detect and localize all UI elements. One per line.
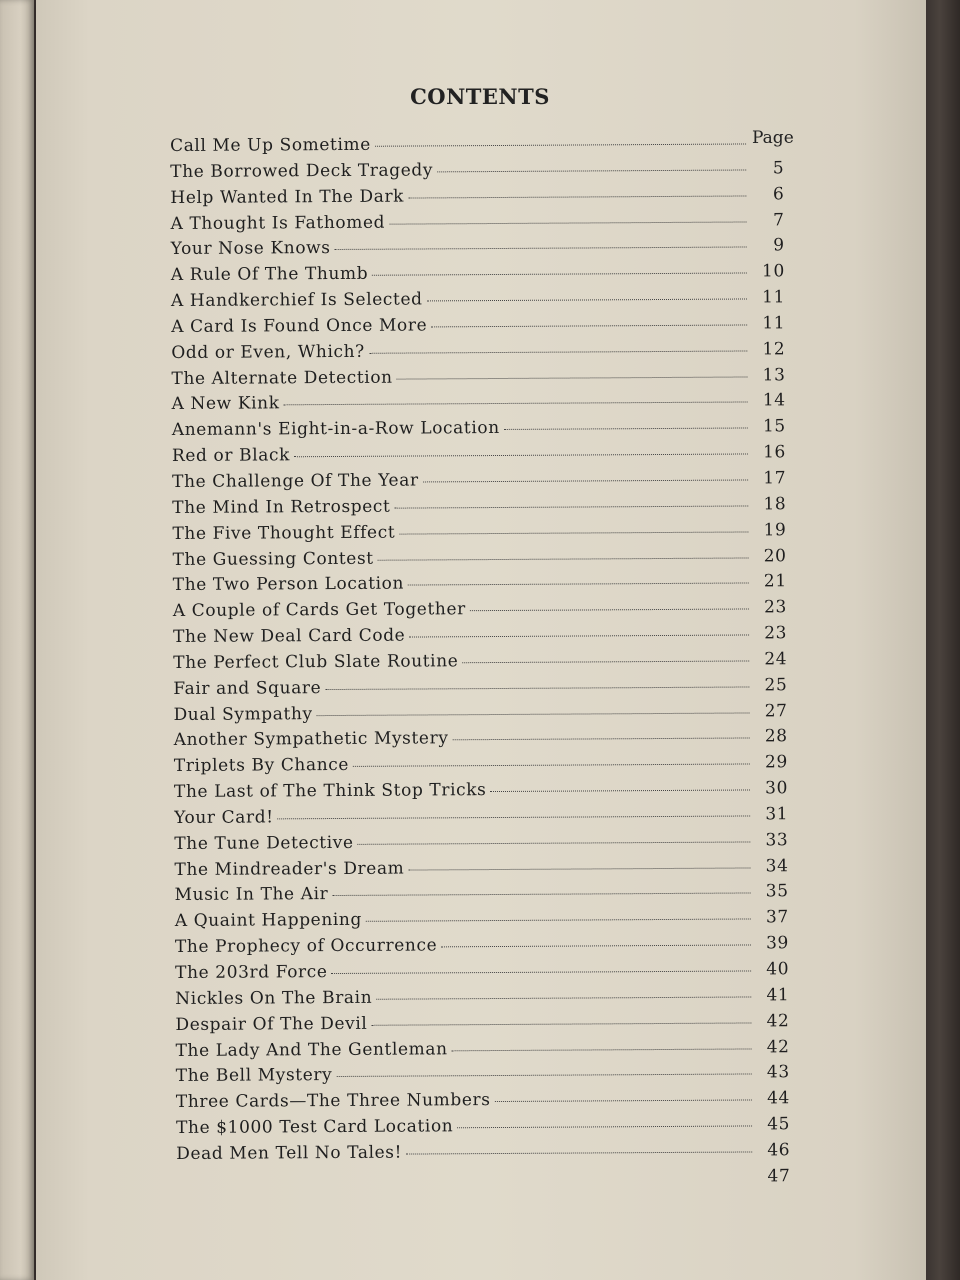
toc-entry-page: 35 [765,881,789,902]
dot-leader [358,841,751,844]
toc-entry-title: A New Kink [171,393,280,415]
dot-leader [378,557,749,560]
toc-entry [176,1114,806,1144]
toc-entry-title: A Thought Is Fathomed [170,212,386,234]
toc-entry-page: 45 [767,1114,791,1135]
contents-heading: CONTENTS [410,84,550,109]
toc-entry-page: 14 [762,390,786,411]
toc-entry [175,907,805,937]
toc-entry-title: A Handkerchief Is Selected [170,289,423,312]
dot-leader [406,1151,752,1154]
toc-entry-title: The Borrowed Deck Tragedy [170,160,434,182]
dot-leader [495,1100,752,1103]
toc-entry [171,339,801,369]
dot-leader [437,169,746,172]
toc-entry-page: 47 [767,1165,791,1187]
toc-entry-title: Help Wanted In The Dark [170,186,405,208]
toc-entry [174,752,804,782]
dot-leader [397,376,748,379]
toc-entry-page: 19 [763,519,787,541]
toc-entry-title: Dead Men Tell No Tales! [176,1142,403,1164]
toc-entry-title: Three Cards—The Three Numbers [175,1090,491,1113]
toc-entry-page: 28 [764,726,788,747]
dot-leader [441,945,751,948]
dot-leader [490,790,750,793]
toc-entry-page: 29 [764,752,788,773]
toc-entry-title: The Bell Mystery [175,1065,333,1087]
toc-entry-page: 27 [764,700,788,721]
toc-entry [173,597,803,627]
toc-entry [175,882,805,912]
dot-leader [332,970,752,974]
dot-leader [278,815,751,819]
dot-leader [394,505,748,508]
toc-entry [170,158,800,188]
dot-leader [375,143,746,146]
toc-entry-title: A Rule Of The Thumb [170,264,369,286]
toc-entry [173,701,803,731]
page-column-label: Page [752,128,794,148]
toc-entry [176,1140,806,1170]
toc-entry [172,520,802,550]
toc-entry [176,1037,806,1067]
facing-page-edge [0,0,34,1280]
toc-entry-page: 12 [762,338,786,360]
dot-leader [376,996,751,999]
toc-entry [173,649,803,679]
toc-entry-page: 25 [764,674,788,696]
toc-entry-title: The Prophecy of Occurrence [174,935,438,958]
toc-entry-page: 33 [765,830,789,851]
toc-entry-page: 9 [773,235,785,256]
dot-leader [462,660,749,663]
toc-entry-title: The Lady And The Gentleman [175,1038,448,1061]
toc-entry-page: 24 [764,649,788,670]
toc-entry-page: 16 [763,442,787,463]
toc-entry [174,830,804,860]
dot-leader [332,893,750,897]
toc-entry-page: 13 [762,364,786,385]
toc-entry-title: Despair Of The Devil [175,1013,368,1035]
toc-entry-title: The Mind In Retrospect [172,496,391,518]
toc-entry [171,261,801,291]
toc-entry [172,494,802,524]
toc-entry [170,184,800,214]
toc-entry [175,985,805,1015]
dot-leader [470,609,749,612]
toc-entry-page: 46 [767,1140,791,1161]
toc-entry-page: 34 [765,855,789,876]
dot-leader [452,1048,752,1051]
dot-leader [317,712,750,716]
toc-entry [175,959,805,989]
dot-leader [431,324,747,327]
dot-leader [284,402,748,406]
toc-entry-title: The New Deal Card Code [172,625,406,648]
toc-entry-page: 30 [765,778,789,799]
toc-entry-page: 5 [772,158,785,179]
toc-entry-title: The Mindreader's Dream [174,858,405,880]
toc-entry-page: 21 [763,571,787,592]
dot-leader [408,583,749,586]
toc-entry-title: The Challenge Of The Year [172,470,419,492]
toc-entry [172,391,802,421]
toc-entry-page: 42 [766,1036,790,1057]
toc-entry [170,132,800,162]
toc-entry [176,1166,806,1196]
dot-leader [371,1022,751,1025]
toc-entry [171,287,801,317]
toc-entry-page: 11 [762,287,786,308]
toc-entry-title: The Alternate Detection [171,367,393,389]
toc-entry-title: Odd or Even, Which? [171,341,365,363]
toc-entry-title: Dual Sympathy [173,703,313,725]
toc-entry-title: Nickles On The Brain [175,987,373,1009]
dot-leader [353,764,750,767]
toc-entry-title: A Quaint Happening [174,910,362,932]
dot-leader [389,221,746,224]
toc-entry [173,623,803,653]
dot-leader [325,686,749,690]
toc-entry [171,365,801,395]
toc-entry [172,468,802,498]
toc-entry-title: Another Sympathetic Mystery [173,728,449,751]
toc-entry-title: The Five Thought Effect [172,522,396,544]
toc-entry-page: 40 [766,959,790,980]
toc-entry [170,210,800,240]
toc-entry [175,1011,805,1041]
toc-entry-page: 17 [763,468,787,489]
toc-entry-title: The Perfect Club Slate Routine [173,651,459,673]
toc-entry-page: 7 [773,209,785,230]
dot-leader [335,247,747,251]
toc-entry-page: 23 [763,597,787,618]
toc-entry-title: Anemann's Eight-in-a-Row Location [171,418,500,441]
toc-entry-title: Triplets By Chance [173,755,350,777]
toc-entry-page: 31 [765,804,789,825]
toc-entry [174,727,804,757]
toc-entry-title: Red or Black [171,445,291,467]
toc-entry-page: 10 [761,261,785,282]
toc-entry [174,804,804,834]
toc-entry-page: 39 [766,933,790,954]
dot-leader [336,1074,751,1078]
toc-entry-title: The $1000 Test Card Location [175,1116,454,1139]
dot-leader [372,273,747,276]
table-of-contents [170,132,806,1195]
dot-leader [294,454,748,458]
toc-entry-title: The Tune Detective [174,832,354,854]
dot-leader [408,195,746,198]
toc-entry [176,1088,806,1118]
toc-entry [172,442,802,472]
dot-leader [453,738,750,741]
toc-entry-title: The Last of The Think Stop Tricks [173,780,487,803]
toc-entry [174,778,804,808]
toc-entry [175,933,805,963]
dot-leader [369,350,747,353]
toc-entry-page: 42 [766,1010,790,1032]
toc-entry [173,546,803,576]
toc-entry-title: The Two Person Location [172,573,405,596]
dot-leader [409,635,749,638]
toc-entry-page: 37 [765,907,789,928]
toc-entry-page: 20 [763,545,787,566]
table-surface [926,0,960,1280]
dot-leader [457,1126,752,1129]
toc-entry-title: Fair and Square [173,677,322,699]
toc-entry-page: 23 [764,623,788,644]
toc-entry-page: 44 [766,1088,790,1109]
toc-entry-title: Call Me Up Sometime [170,134,371,156]
dot-leader [399,531,748,534]
toc-entry-page: 11 [762,313,786,334]
toc-entry-page: 6 [772,183,785,205]
dot-leader [423,479,748,482]
toc-entry [176,1063,806,1093]
toc-entry [172,416,802,446]
toc-entry-title: The 203rd Force [175,962,328,983]
dot-leader [366,919,751,922]
toc-entry-title: A Couple of Cards Get Together [172,599,466,622]
toc-entry [171,313,801,343]
toc-entry [173,675,803,705]
dot-leader [504,428,748,430]
toc-entry [173,571,803,601]
toc-entry-page: 18 [763,494,787,515]
toc-entry-title: Your Nose Knows [170,238,331,260]
toc-entry-page: 43 [766,1062,790,1083]
toc-entry [174,856,804,886]
toc-entry-title: Your Card! [174,807,274,828]
toc-entry-title: A Card Is Found Once More [171,315,428,337]
toc-entry-page: 15 [762,416,786,437]
dot-leader [408,867,750,870]
toc-entry-title: Music In The Air [174,884,329,906]
toc-entry-page: 41 [766,985,790,1006]
toc-entry-title: The Guessing Contest [172,548,374,570]
dot-leader [427,299,747,302]
toc-entry [171,236,801,266]
